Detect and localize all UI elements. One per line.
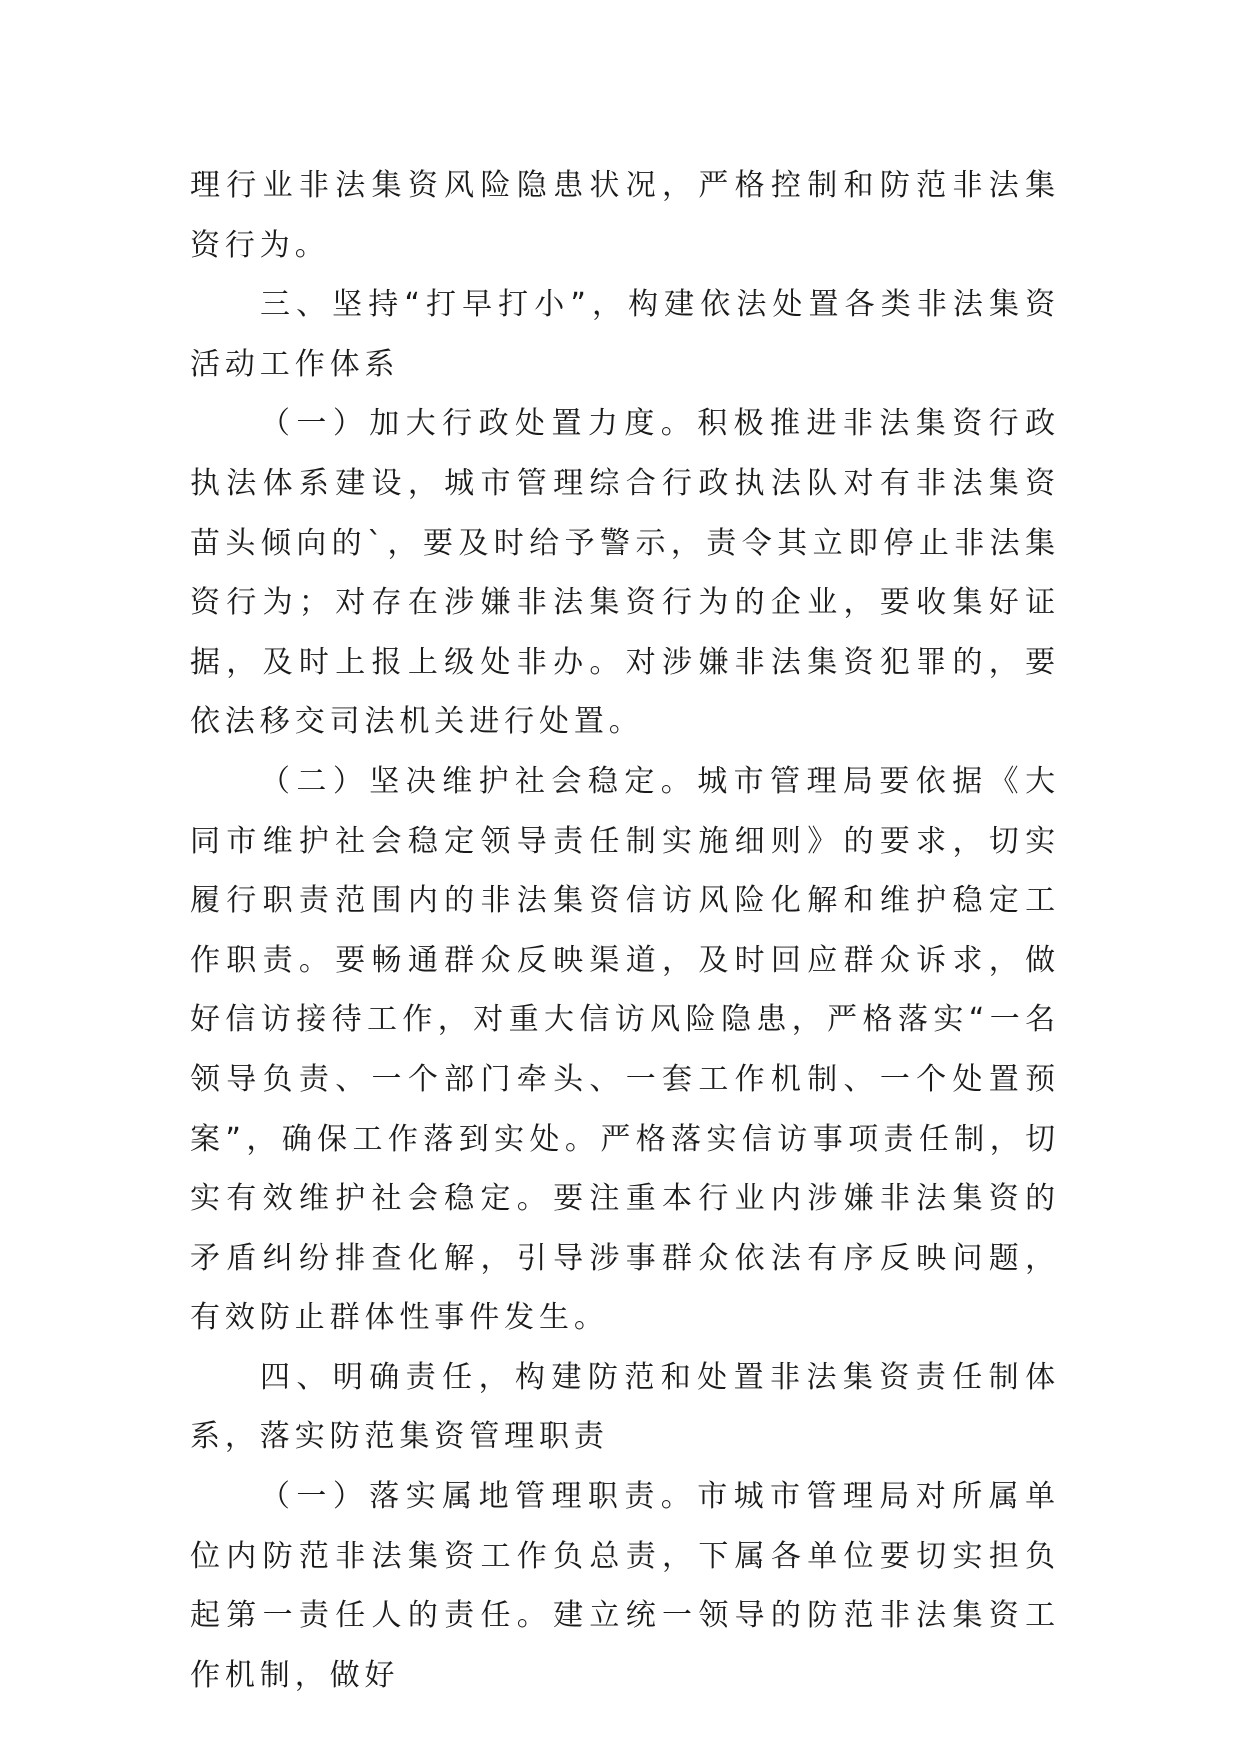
paragraph-social-stability: （二）坚决维护社会稳定。城市管理局要依据《大同市维护社会稳定领导责任制实施细则》的要求，切实履行职责范围内的非法集资信访风险化解和维护稳定工作职责。要畅通群众反映渠道，及时回应群众诉求，做好信访接待工作，对重大信访风险隐患，严格落实“一名领导负责、一个部门牵头、一套工作机制、一个处置预案”，确保工作落到实处。严格落实信访事项责任制，切实有效维护社会稳定。要注重本行业内涉嫌非法集资的矛盾纠纷排查化解，引导涉事群众依法有序反映问题，有效防止群体性事件发生。 — [190, 763, 1060, 1336]
section-heading-four: 四、明确责任，构建防范和处置非法集资责任制体系，落实防范集资管理职责 — [190, 1359, 1060, 1455]
paragraph-administrative-disposal: （一）加大行政处置力度。积极推进非法集资行政执法体系建设，城市管理综合行政执法队对有非法集资苗头倾向的`，要及时给予警示，责令其立即停止非法集资行为；对存在涉嫌非法集资行为的企业，要收集好证据，及时上报上级处非办。对涉嫌非法集资犯罪的，要依法移交司法机关进行处置。 — [190, 406, 1060, 740]
section-heading-three: 三、坚持“打早打小”，构建依法处置各类非法集资活动工作体系 — [190, 287, 1060, 382]
paragraph-continuation: 理行业非法集资风险隐患状况，严格控制和防范非法集资行为。 — [190, 168, 1060, 263]
paragraph-territorial-management: （一）落实属地管理职责。市城市管理局对所属单位内防范非法集资工作负总责，下属各单位要切实担负起第一责任人的责任。建立统一领导的防范非法集资工作机制，做好 — [190, 1479, 1060, 1693]
document-body — [190, 156, 1060, 1705]
